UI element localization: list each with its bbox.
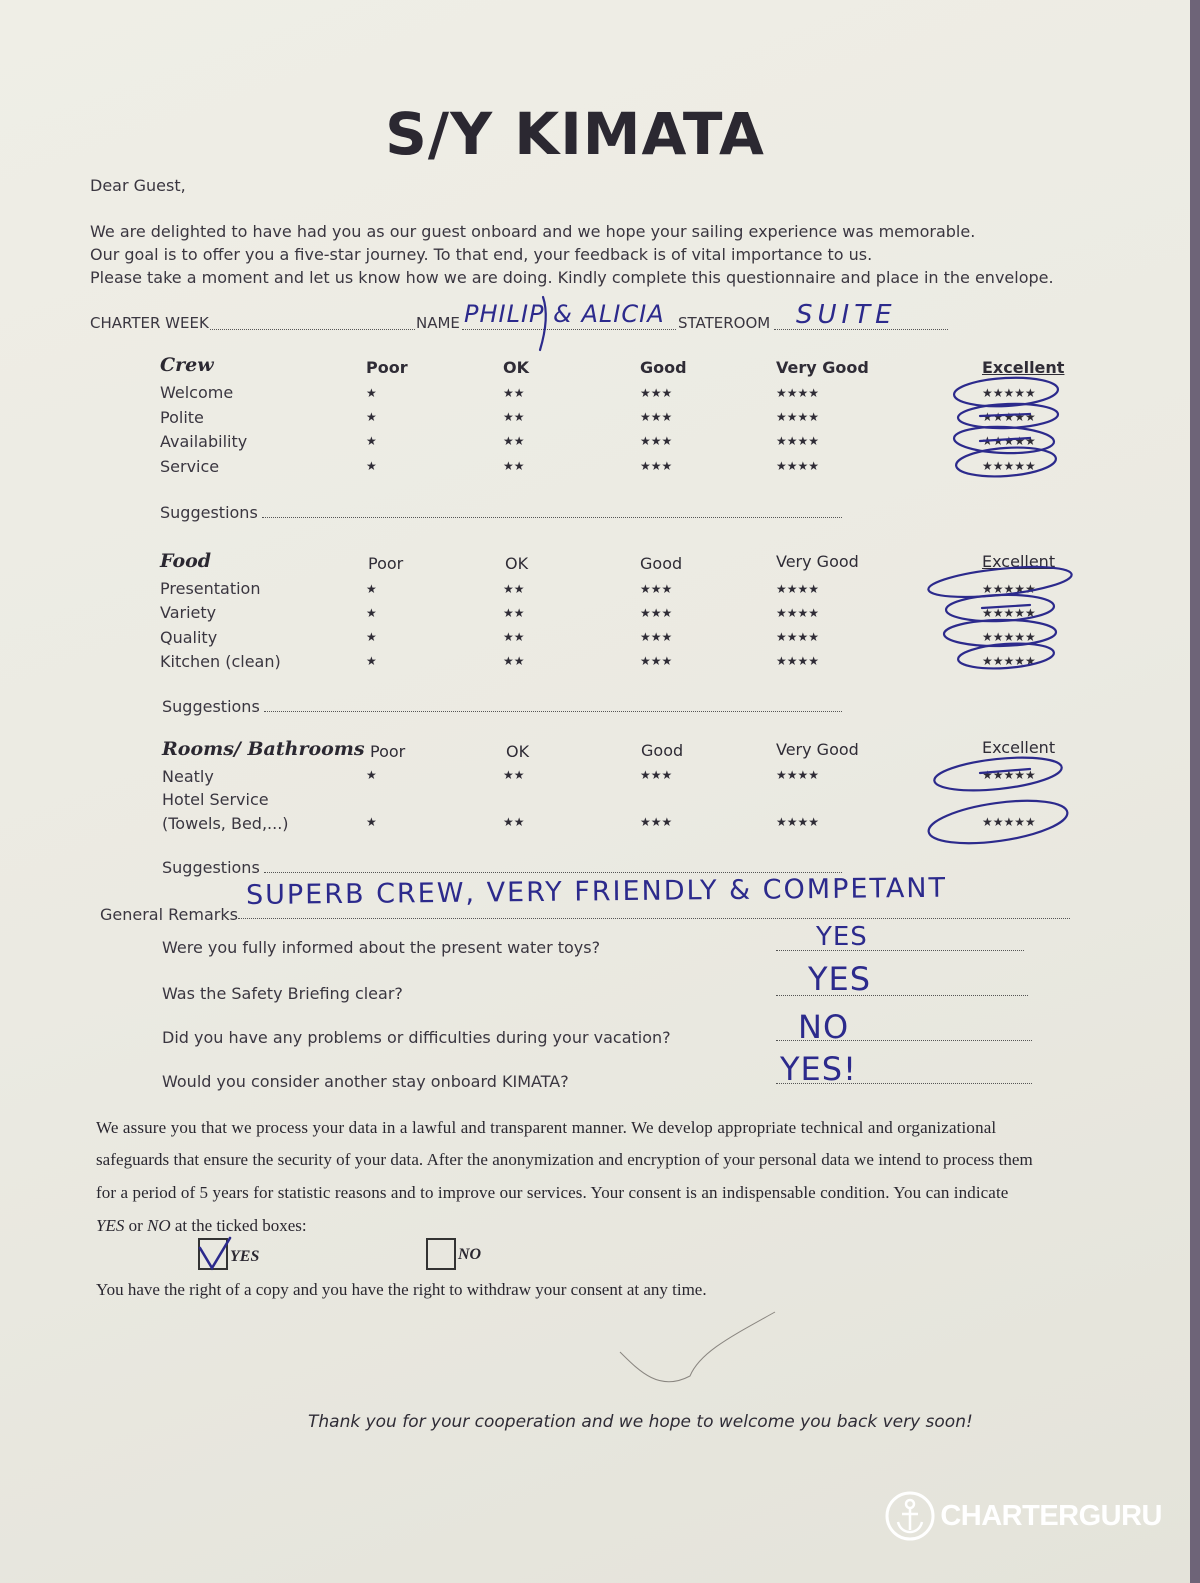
crew-row-label: Availability	[160, 432, 248, 451]
crew-rating-poor[interactable]: ★	[366, 386, 377, 400]
crew-rating-very-good[interactable]: ★★★★	[776, 410, 820, 424]
food-row-label: Variety	[160, 603, 217, 622]
privacy-ticked-text: at the ticked boxes:	[170, 1216, 307, 1235]
rooms-suggestions-field[interactable]	[264, 872, 842, 873]
crew-rating-ok[interactable]: ★★	[503, 386, 525, 400]
food-suggestions-label: Suggestions	[162, 697, 260, 716]
rooms-rating-good[interactable]: ★★★	[640, 768, 673, 782]
crew-rating-ok[interactable]: ★★	[503, 410, 525, 424]
col-very-good: Very Good	[776, 552, 859, 571]
rooms-rating-poor[interactable]: ★	[366, 815, 377, 829]
food-rating-ok[interactable]: ★★	[503, 582, 525, 596]
form-title: S/Y KIMATA	[385, 100, 765, 168]
crew-rating-very-good[interactable]: ★★★★	[776, 434, 820, 448]
rooms-rating-excellent[interactable]: ★★★★★	[982, 768, 1036, 782]
rooms-rating-excellent[interactable]: ★★★★★	[982, 815, 1036, 829]
general-remarks-label: General Remarks	[100, 905, 238, 924]
crew-row-label: Polite	[160, 408, 204, 427]
crew-rating-poor[interactable]: ★	[366, 434, 377, 448]
food-rating-excellent[interactable]: ★★★★★	[982, 606, 1036, 620]
privacy-line-1: We assure you that we process your data in a lawful and transparent manner. We develop appropriate technical and organizational	[96, 1118, 997, 1137]
food-rating-good[interactable]: ★★★	[640, 606, 673, 620]
rooms-rating-very-good[interactable]: ★★★★	[776, 815, 820, 829]
food-rating-good[interactable]: ★★★	[640, 582, 673, 596]
answer-problems[interactable]: NO	[798, 1008, 850, 1046]
food-rating-excellent[interactable]: ★★★★★	[982, 630, 1036, 644]
rooms-row-label-2: (Towels, Bed,...)	[162, 814, 289, 833]
consent-no-label: NO	[458, 1246, 482, 1263]
col-poor: Poor	[370, 742, 406, 761]
anchor-icon	[884, 1490, 936, 1542]
rooms-suggestions-label: Suggestions	[162, 858, 260, 877]
name-field[interactable]: PHILIP & ALICIA	[464, 300, 665, 328]
question-another-stay: Would you consider another stay onboard KIMATA?	[162, 1072, 569, 1091]
stateroom-label: STATEROOM	[678, 314, 771, 332]
crew-rating-good[interactable]: ★★★	[640, 434, 673, 448]
crew-rating-good[interactable]: ★★★	[640, 459, 673, 473]
crew-rating-very-good[interactable]: ★★★★	[776, 459, 820, 473]
crew-rating-poor[interactable]: ★	[366, 410, 377, 424]
thank-you-note: Thank you for your cooperation and we hope to welcome you back very soon!	[308, 1412, 973, 1432]
rooms-row-label: Hotel Service	[162, 790, 269, 809]
crew-rating-excellent[interactable]: ★★★★★	[982, 459, 1036, 473]
chartergur-watermark	[884, 1490, 1162, 1542]
name-label: NAME	[416, 314, 460, 332]
rooms-rating-ok[interactable]: ★★	[503, 815, 525, 829]
col-excellent: Excellent	[982, 358, 1065, 377]
consent-yes-checkbox[interactable]	[198, 1238, 228, 1270]
food-rating-excellent[interactable]: ★★★★★	[982, 654, 1036, 668]
intro-line-2: Our goal is to offer you a five-star journey. To that end, your feedback is of vital importance to us.	[90, 245, 873, 264]
col-poor: Poor	[368, 554, 404, 573]
col-good: Good	[640, 358, 687, 377]
privacy-line-3: for a period of 5 years for statistic reasons and to improve our services. Your consent is an indispensable condition. You can indicate	[96, 1183, 1009, 1202]
question-problems: Did you have any problems or difficulties during your vacation?	[162, 1028, 671, 1047]
crew-rating-ok[interactable]: ★★	[503, 459, 525, 473]
intro-line-1: We are delighted to have had you as our guest onboard and we hope your sailing experience was memorable.	[90, 222, 976, 241]
food-rating-good[interactable]: ★★★	[640, 654, 673, 668]
food-rating-ok[interactable]: ★★	[503, 654, 525, 668]
crew-rating-good[interactable]: ★★★	[640, 410, 673, 424]
col-ok: OK	[506, 742, 530, 761]
food-rating-poor[interactable]: ★	[366, 582, 377, 596]
privacy-or-word: or	[124, 1216, 148, 1235]
consent-no-checkbox[interactable]	[426, 1238, 456, 1270]
answer-water-toys[interactable]: YES	[816, 922, 868, 952]
question-water-toys: Were you fully informed about the present water toys?	[162, 938, 601, 957]
general-remarks-field[interactable]: SUPERB CREW, VERY FRIENDLY & COMPETANT	[245, 872, 948, 911]
col-excellent: Excellent	[982, 738, 1056, 757]
rooms-rating-good[interactable]: ★★★	[640, 815, 673, 829]
answer-line	[776, 950, 1024, 951]
col-ok: OK	[505, 554, 529, 573]
food-rating-poor[interactable]: ★	[366, 630, 377, 644]
col-excellent: Excellent	[982, 552, 1056, 571]
col-ok: OK	[503, 358, 529, 377]
col-good: Good	[641, 741, 684, 760]
privacy-line-4	[96, 1216, 307, 1236]
crew-rating-excellent[interactable]: ★★★★★	[982, 386, 1036, 400]
crew-rating-very-good[interactable]: ★★★★	[776, 386, 820, 400]
crew-rating-poor[interactable]: ★	[366, 459, 377, 473]
crew-rating-excellent[interactable]: ★★★★★	[982, 434, 1036, 448]
privacy-line-2: safeguards that ensure the security of your data. After the anonymization and encryption of your personal data we intend to process them	[96, 1150, 1033, 1169]
food-rating-ok[interactable]: ★★	[503, 606, 525, 620]
section-crew-title: Crew	[160, 354, 214, 376]
greeting: Dear Guest,	[90, 176, 186, 195]
food-rating-very-good[interactable]: ★★★★	[776, 582, 820, 596]
col-very-good: Very Good	[776, 740, 859, 759]
general-remarks-line	[238, 918, 1070, 919]
rooms-row-label: Neatly	[162, 767, 214, 786]
food-row-label: Quality	[160, 628, 218, 647]
col-very-good: Very Good	[776, 358, 869, 377]
hair-mark	[620, 1312, 775, 1382]
food-row-label: Kitchen (clean)	[160, 652, 281, 671]
food-rating-very-good[interactable]: ★★★★	[776, 630, 820, 644]
privacy-yes-word: YES	[96, 1216, 125, 1235]
food-rating-ok[interactable]: ★★	[503, 630, 525, 644]
food-suggestions-field[interactable]	[264, 711, 842, 712]
food-rating-very-good[interactable]: ★★★★	[776, 606, 820, 620]
privacy-no-word: NO	[147, 1216, 171, 1235]
crew-suggestions-field[interactable]	[262, 517, 842, 518]
charter-week-field[interactable]	[210, 329, 415, 330]
privacy-rights: You have the right of a copy and you have the right to withdraw your consent at any time.	[96, 1280, 707, 1299]
rooms-rating-very-good[interactable]: ★★★★	[776, 768, 820, 782]
col-poor: Poor	[366, 358, 408, 377]
name-field-line	[462, 329, 676, 330]
section-rooms-title: Rooms/ Bathrooms	[162, 738, 365, 760]
stateroom-field[interactable]: SUITE	[796, 300, 897, 330]
crew-suggestions-label: Suggestions	[160, 503, 258, 522]
intro-line-3: Please take a moment and let us know how we are doing. Kindly complete this questionnaire and place in the envelope.	[90, 268, 1054, 287]
crew-row-label: Welcome	[160, 383, 234, 402]
food-rating-very-good[interactable]: ★★★★	[776, 654, 820, 668]
food-rating-excellent[interactable]: ★★★★★	[982, 582, 1036, 596]
food-rating-good[interactable]: ★★★	[640, 630, 673, 644]
crew-rating-excellent[interactable]: ★★★★★	[982, 410, 1036, 424]
answer-safety-briefing[interactable]: YES	[808, 960, 872, 998]
crew-rating-ok[interactable]: ★★	[503, 434, 525, 448]
rooms-rating-ok[interactable]: ★★	[503, 768, 525, 782]
crew-rating-good[interactable]: ★★★	[640, 386, 673, 400]
rooms-rating-poor[interactable]: ★	[366, 768, 377, 782]
food-rating-poor[interactable]: ★	[366, 654, 377, 668]
charter-week-label: CHARTER WEEK	[90, 314, 209, 332]
consent-yes-label: YES	[230, 1248, 260, 1265]
question-safety-briefing: Was the Safety Briefing clear?	[162, 984, 403, 1003]
brand-name: CHARTERGURU	[940, 1499, 1162, 1532]
section-food-title: Food	[160, 550, 212, 572]
food-row-label: Presentation	[160, 579, 261, 598]
col-good: Good	[640, 554, 683, 573]
food-rating-poor[interactable]: ★	[366, 606, 377, 620]
answer-another-stay[interactable]: YES!	[780, 1050, 857, 1088]
crew-row-label: Service	[160, 457, 220, 476]
